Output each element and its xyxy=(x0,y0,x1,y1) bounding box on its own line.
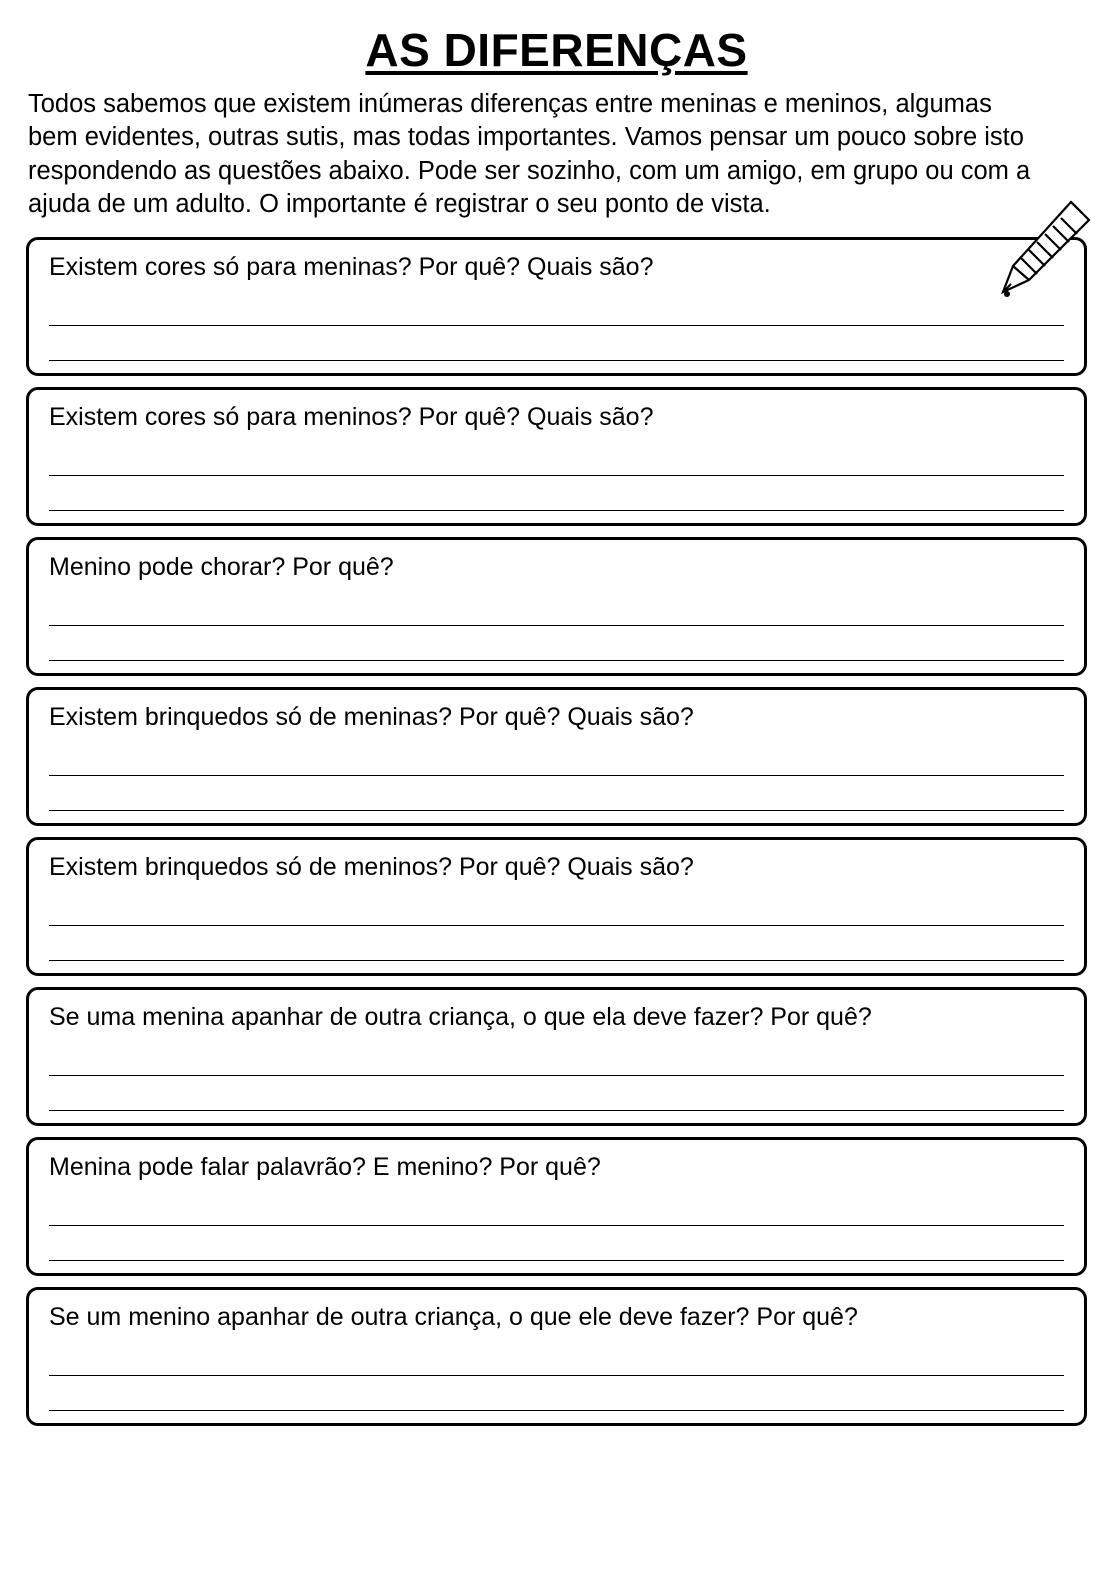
question-text: Se uma menina apanhar de outra criança, o que ela deve fazer? Por quê? xyxy=(49,1002,872,1031)
question-item xyxy=(26,537,1087,676)
answer-lines[interactable] xyxy=(49,1188,1064,1261)
answer-line[interactable] xyxy=(49,626,1064,661)
question-text: Menina pode falar palavrão? E menino? Por quê? xyxy=(49,1152,601,1181)
question-item xyxy=(26,687,1087,826)
question-text: Menino pode chorar? Por quê? xyxy=(49,552,394,581)
answer-lines[interactable] xyxy=(49,888,1064,961)
answer-line[interactable] xyxy=(49,1376,1064,1411)
question-text: Existem cores só para meninas? Por quê? Quais são? xyxy=(49,252,654,281)
answer-line[interactable] xyxy=(49,588,1064,626)
question-item xyxy=(26,837,1087,976)
question-item xyxy=(26,237,1087,376)
page-title: AS DIFERENÇAS xyxy=(365,24,748,76)
question-item xyxy=(26,387,1087,526)
questions-list xyxy=(26,237,1087,1426)
answer-line[interactable] xyxy=(49,1188,1064,1226)
answer-line[interactable] xyxy=(49,1076,1064,1111)
question-item xyxy=(26,1137,1087,1276)
answer-lines[interactable] xyxy=(49,1338,1064,1411)
intro-paragraph: Todos sabemos que existem inúmeras diferenças entre meninas e meninos, algumas bem evidentes, outras sutis, mas todas importantes. Vamos pensar um pouco sobre isto respondendo as questões abaixo. Pode ser sozinho, com um amigo, em grupo ou com a ajuda de um adulto. O importante é registrar o seu ponto de vista. xyxy=(28,90,1031,218)
answer-lines[interactable] xyxy=(49,588,1064,661)
answer-line[interactable] xyxy=(49,926,1064,961)
answer-line[interactable] xyxy=(49,776,1064,811)
answer-lines[interactable] xyxy=(49,738,1064,811)
question-text: Existem brinquedos só de meninas? Por quê? Quais são? xyxy=(49,702,694,731)
answer-line[interactable] xyxy=(49,1226,1064,1261)
answer-line[interactable] xyxy=(49,888,1064,926)
answer-lines[interactable] xyxy=(49,438,1064,511)
answer-line[interactable] xyxy=(49,738,1064,776)
answer-line[interactable] xyxy=(49,326,1064,361)
question-text: Existem brinquedos só de meninos? Por quê? Quais são? xyxy=(49,852,694,881)
question-item xyxy=(26,987,1087,1126)
answer-lines[interactable] xyxy=(49,1038,1064,1111)
answer-line[interactable] xyxy=(49,288,1064,326)
answer-lines[interactable] xyxy=(49,288,1064,361)
answer-line[interactable] xyxy=(49,1038,1064,1076)
answer-line[interactable] xyxy=(49,476,1064,511)
answer-line[interactable] xyxy=(49,1338,1064,1376)
answer-line[interactable] xyxy=(49,438,1064,476)
question-text: Existem cores só para meninos? Por quê? Quais são? xyxy=(49,402,654,431)
question-text: Se um menino apanhar de outra criança, o que ele deve fazer? Por quê? xyxy=(49,1302,858,1331)
question-item xyxy=(26,1287,1087,1426)
